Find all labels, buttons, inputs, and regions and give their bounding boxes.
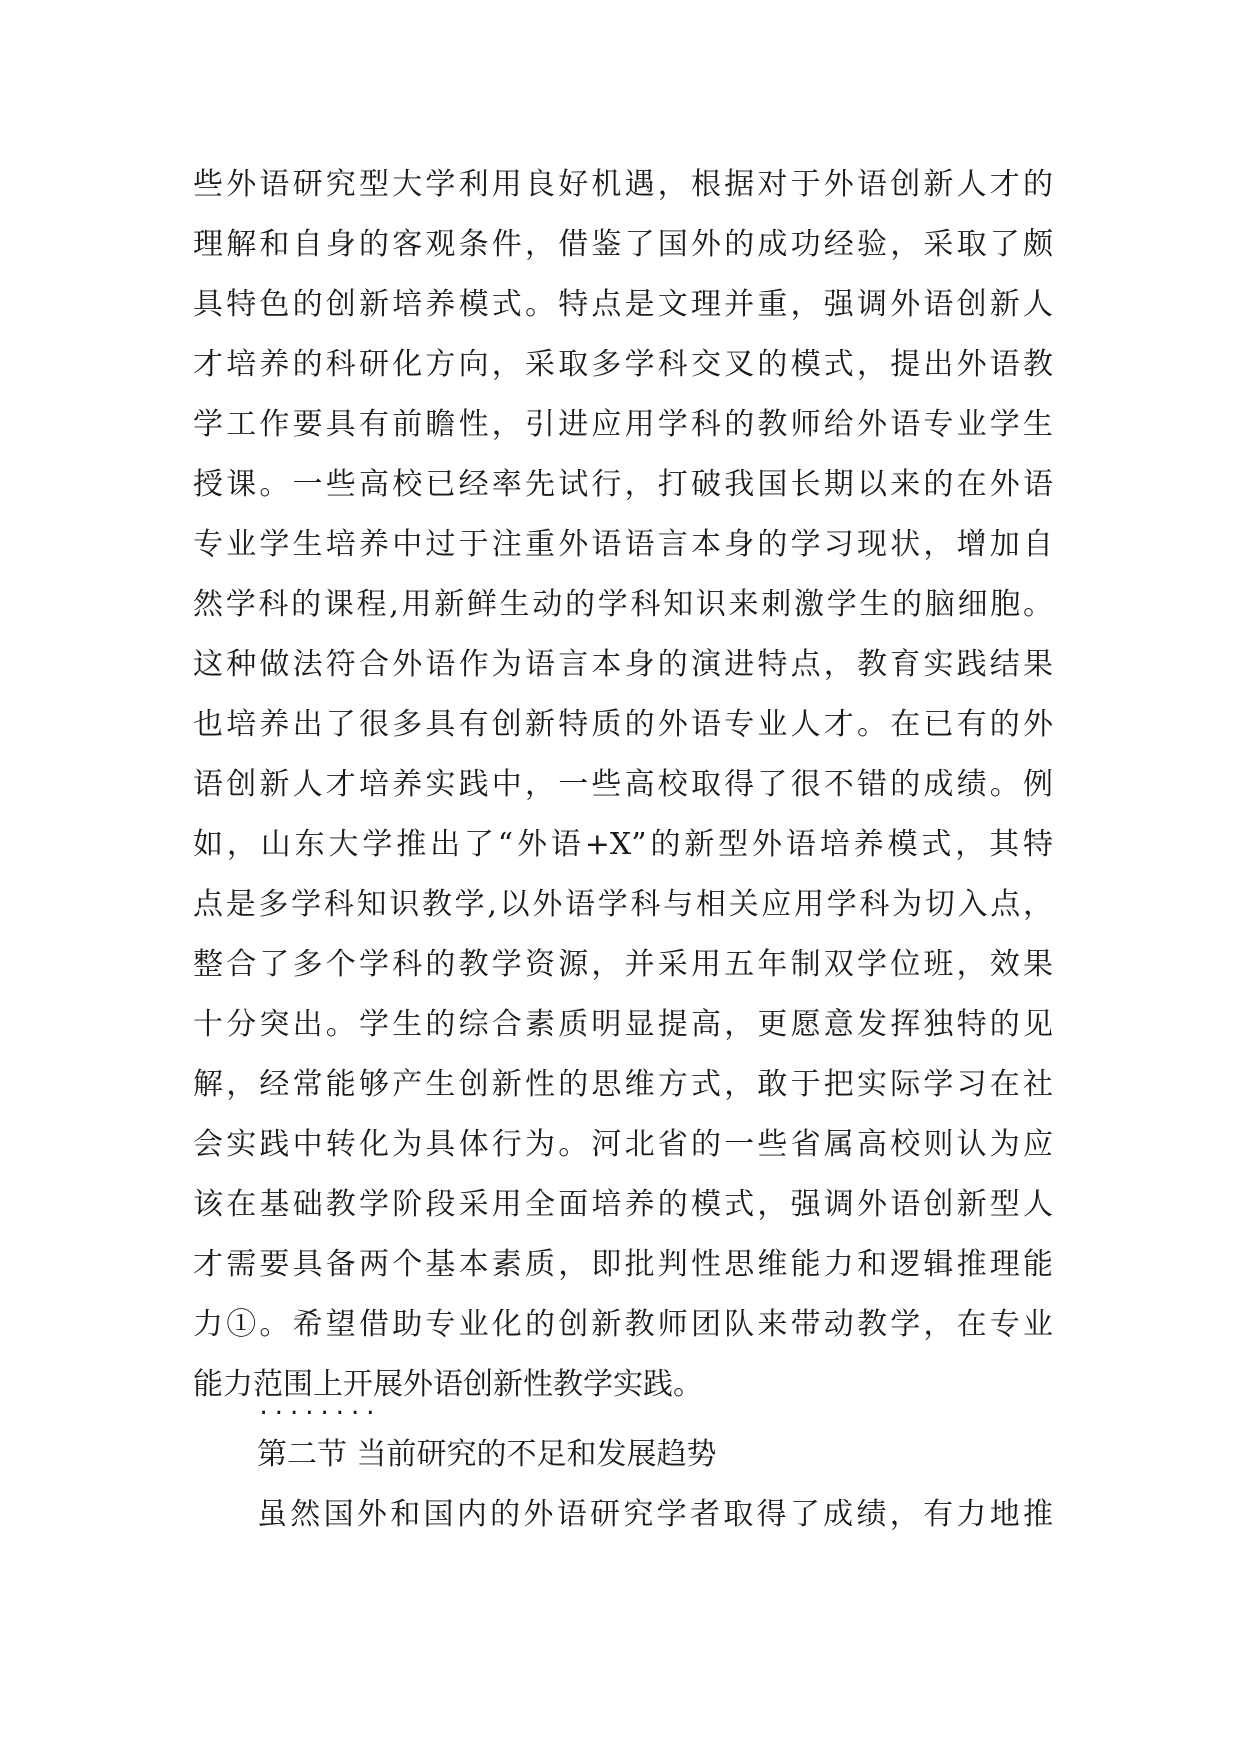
body-text-line: 能力范围上开展外语创新性教学实践。	[193, 1367, 703, 1402]
body-text-line: 这种做法符合外语作为语言本身的演进特点，教育实践结果	[193, 647, 1053, 682]
body-text-line: 解，经常能够产生创新性的思维方式，敢于把实际学习在社	[193, 1067, 1053, 1102]
body-text-line: 理解和自身的客观条件，借鉴了国外的成功经验，采取了颇	[193, 227, 1053, 262]
body-text-line: 然学科的课程,用新鲜生动的学科知识来刺激学生的脑细胞。	[193, 587, 1053, 622]
body-text-line: 也培养出了很多具有创新特质的外语专业人才。在已有的外	[193, 707, 1053, 742]
body-text-line: 专业学生培养中过于注重外语语言本身的学习现状，增加自	[193, 527, 1053, 562]
body-text-line: 该在基础教学阶段采用全面培养的模式，强调外语创新型人	[193, 1187, 1053, 1222]
body-text-line: 如，山东大学推出了“外语+X”的新型外语培养模式，其特	[193, 827, 1053, 862]
body-text-line: 才需要具备两个基本素质，即批判性思维能力和逻辑推理能	[193, 1247, 1053, 1282]
section-heading: 第二节 当前研究的不足和发展趋势	[257, 1437, 717, 1472]
body-text-line: 语创新人才培养实践中，一些高校取得了很不错的成绩。例	[193, 767, 1053, 802]
body-text-line: 会实践中转化为具体行为。河北省的一些省属高校则认为应	[193, 1127, 1053, 1162]
body-text-line: 点是多学科知识教学,以外语学科与相关应用学科为切入点，	[193, 887, 1053, 922]
body-text-line: 些外语研究型大学利用良好机遇，根据对于外语创新人才的	[193, 167, 1053, 202]
body-text-line: 整合了多个学科的教学资源，并采用五年制双学位班，效果	[193, 947, 1053, 982]
body-text-line: 才培养的科研化方向，采取多学科交叉的模式，提出外语教	[193, 347, 1053, 382]
body-text-line: 十分突出。学生的综合素质明显提高，更愿意发挥独特的见	[193, 1007, 1053, 1042]
body-text-line: 虽然国外和国内的外语研究学者取得了成绩，有力地推	[257, 1497, 1053, 1532]
body-text-line: 学工作要具有前瞻性，引进应用学科的教师给外语专业学生	[193, 407, 1053, 442]
body-text-line: 授课。一些高校已经率先试行，打破我国长期以来的在外语	[193, 467, 1053, 502]
body-text-line: 力①。希望借助专业化的创新教师团队来带动教学，在专业	[193, 1307, 1053, 1342]
omission-ellipsis: ........	[257, 1395, 379, 1420]
body-text-line: 具特色的创新培养模式。特点是文理并重，强调外语创新人	[193, 287, 1053, 322]
